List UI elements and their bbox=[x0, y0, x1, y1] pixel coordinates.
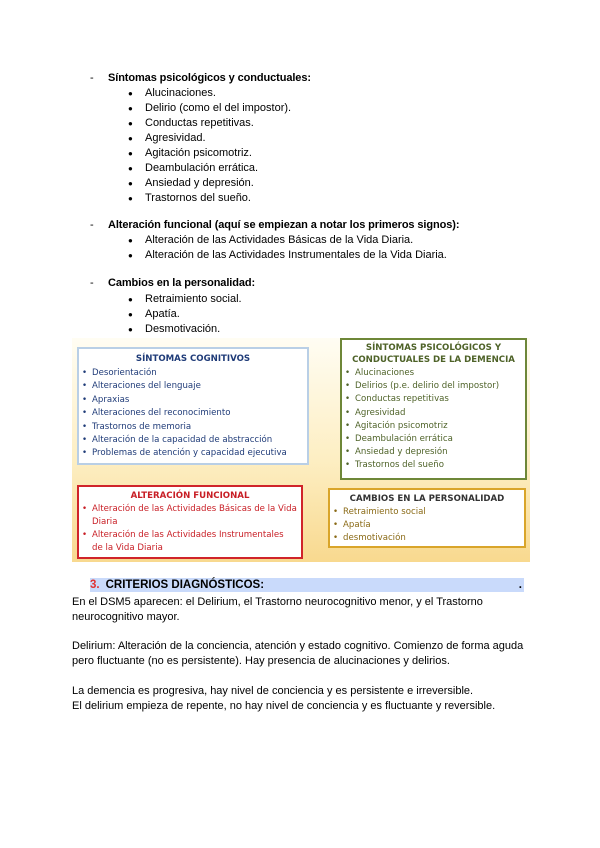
list-item: • Delirios (p.e. delirio del impostor) bbox=[342, 380, 525, 393]
list-item: ● Conductas repetitivas. bbox=[128, 116, 291, 131]
psychological-symptoms-box bbox=[340, 338, 527, 480]
list-item: ● Alteración de las Actividades Básicas de la Vida Diaria. bbox=[128, 233, 447, 248]
section-title: Cambios en la personalidad: bbox=[108, 277, 256, 289]
list-item: • Alteración de la capacidad de abstracción bbox=[79, 434, 307, 447]
psychological-symptom-list bbox=[128, 86, 291, 206]
list-item: ● Ansiedad y depresión. bbox=[128, 176, 291, 191]
list-item: • Apraxias bbox=[79, 394, 307, 407]
functional-alteration-box bbox=[77, 485, 303, 559]
paragraph-dementia: La demencia es progresiva, hay nivel de conciencia y es persistente e irreversible. bbox=[72, 685, 474, 697]
list-item: • Trastornos del sueño bbox=[342, 459, 525, 472]
section-heading-functional bbox=[90, 219, 459, 231]
list-item: • Ansiedad y depresión bbox=[342, 446, 525, 459]
personality-change-list bbox=[128, 292, 242, 337]
box-title: ALTERACIÓN FUNCIONAL bbox=[130, 491, 250, 501]
list-item: • Alteraciones del reconocimiento bbox=[79, 407, 307, 420]
section-title: Síntomas psicológicos y conductuales: bbox=[108, 72, 311, 84]
list-item: • Alteraciones del lenguaje bbox=[79, 380, 307, 393]
list-item: • Agresividad bbox=[342, 407, 525, 420]
list-item: • Conductas repetitivas bbox=[342, 393, 525, 406]
section-heading-psychological bbox=[90, 72, 311, 84]
dementia-symptoms-figure bbox=[72, 338, 530, 562]
dash-marker: - bbox=[90, 72, 94, 84]
section-title: Alteración funcional (aquí se empiezan a notar los primeros signos): bbox=[108, 219, 460, 231]
list-item: ● Retraimiento social. bbox=[128, 292, 242, 307]
list-item: ● Agresividad. bbox=[128, 131, 291, 146]
heading-number: 3. bbox=[90, 579, 100, 591]
functional-alteration-list bbox=[128, 233, 447, 263]
dash-marker: - bbox=[90, 277, 94, 289]
list-item: ● Desmotivación. bbox=[128, 322, 242, 337]
heading-title: CRITERIOS DIAGNÓSTICOS: bbox=[105, 579, 265, 591]
list-item: ● Alteración de las Actividades Instrumentales de la Vida Diaria. bbox=[128, 248, 447, 263]
list-item: • Deambulación errática bbox=[342, 433, 525, 446]
list-item: • Problemas de atención y capacidad ejecutiva bbox=[79, 447, 307, 460]
paragraph-dsm5: En el DSM5 aparecen: el Delirium, el Trastorno neurocognitivo menor, y el Trastorno neurocognitivo mayor. bbox=[72, 596, 483, 623]
paragraph-delirium-onset: El delirium empieza de repente, no hay nivel de conciencia y es fluctuante y reversible. bbox=[72, 700, 496, 712]
box-title: CAMBIOS EN LA PERSONALIDAD bbox=[349, 494, 505, 504]
box-title: SÍNTOMAS PSICOLÓGICOS Y CONDUCTUALES DE LA DEMENCIA bbox=[352, 343, 515, 365]
personality-changes-box bbox=[328, 488, 526, 548]
box-title: SÍNTOMAS COGNITIVOS bbox=[135, 354, 251, 364]
heading-trailing-dot: . bbox=[518, 579, 522, 591]
list-item: ● Agitación psicomotriz. bbox=[128, 146, 291, 161]
list-item: ● Trastornos del sueño. bbox=[128, 191, 291, 206]
list-item: • Alucinaciones bbox=[342, 367, 525, 380]
section-heading-personality bbox=[90, 277, 255, 289]
paragraph-delirium: Delirium: Alteración de la conciencia, atención y estado cognitivo. Comienzo de forma aguda pero fluctuante (no es persistente). Hay presencia de alucinaciones y delirios. bbox=[72, 640, 524, 667]
list-item: ● Alucinaciones. bbox=[128, 86, 291, 101]
dash-marker: - bbox=[90, 219, 94, 231]
criteria-heading bbox=[90, 578, 524, 592]
list-item: • Agitación psicomotriz bbox=[342, 420, 525, 433]
list-item: • Apatía bbox=[330, 519, 524, 532]
list-item: • Retraimiento social bbox=[330, 506, 524, 519]
list-item: • Trastornos de memoria bbox=[79, 421, 307, 434]
list-item: ● Delirio (como el del impostor). bbox=[128, 101, 291, 116]
list-item: ● Apatía. bbox=[128, 307, 242, 322]
list-item: ● Deambulación errática. bbox=[128, 161, 291, 176]
list-item: • Alteración de las Actividades Instrumentales de la Vida Diaria bbox=[79, 529, 301, 555]
list-item: • Desorientación bbox=[79, 367, 307, 380]
list-item: • Alteración de las Actividades Básicas de la Vida Diaria bbox=[79, 503, 301, 529]
cognitive-symptoms-box bbox=[77, 347, 309, 465]
list-item: • desmotivación bbox=[330, 532, 524, 545]
